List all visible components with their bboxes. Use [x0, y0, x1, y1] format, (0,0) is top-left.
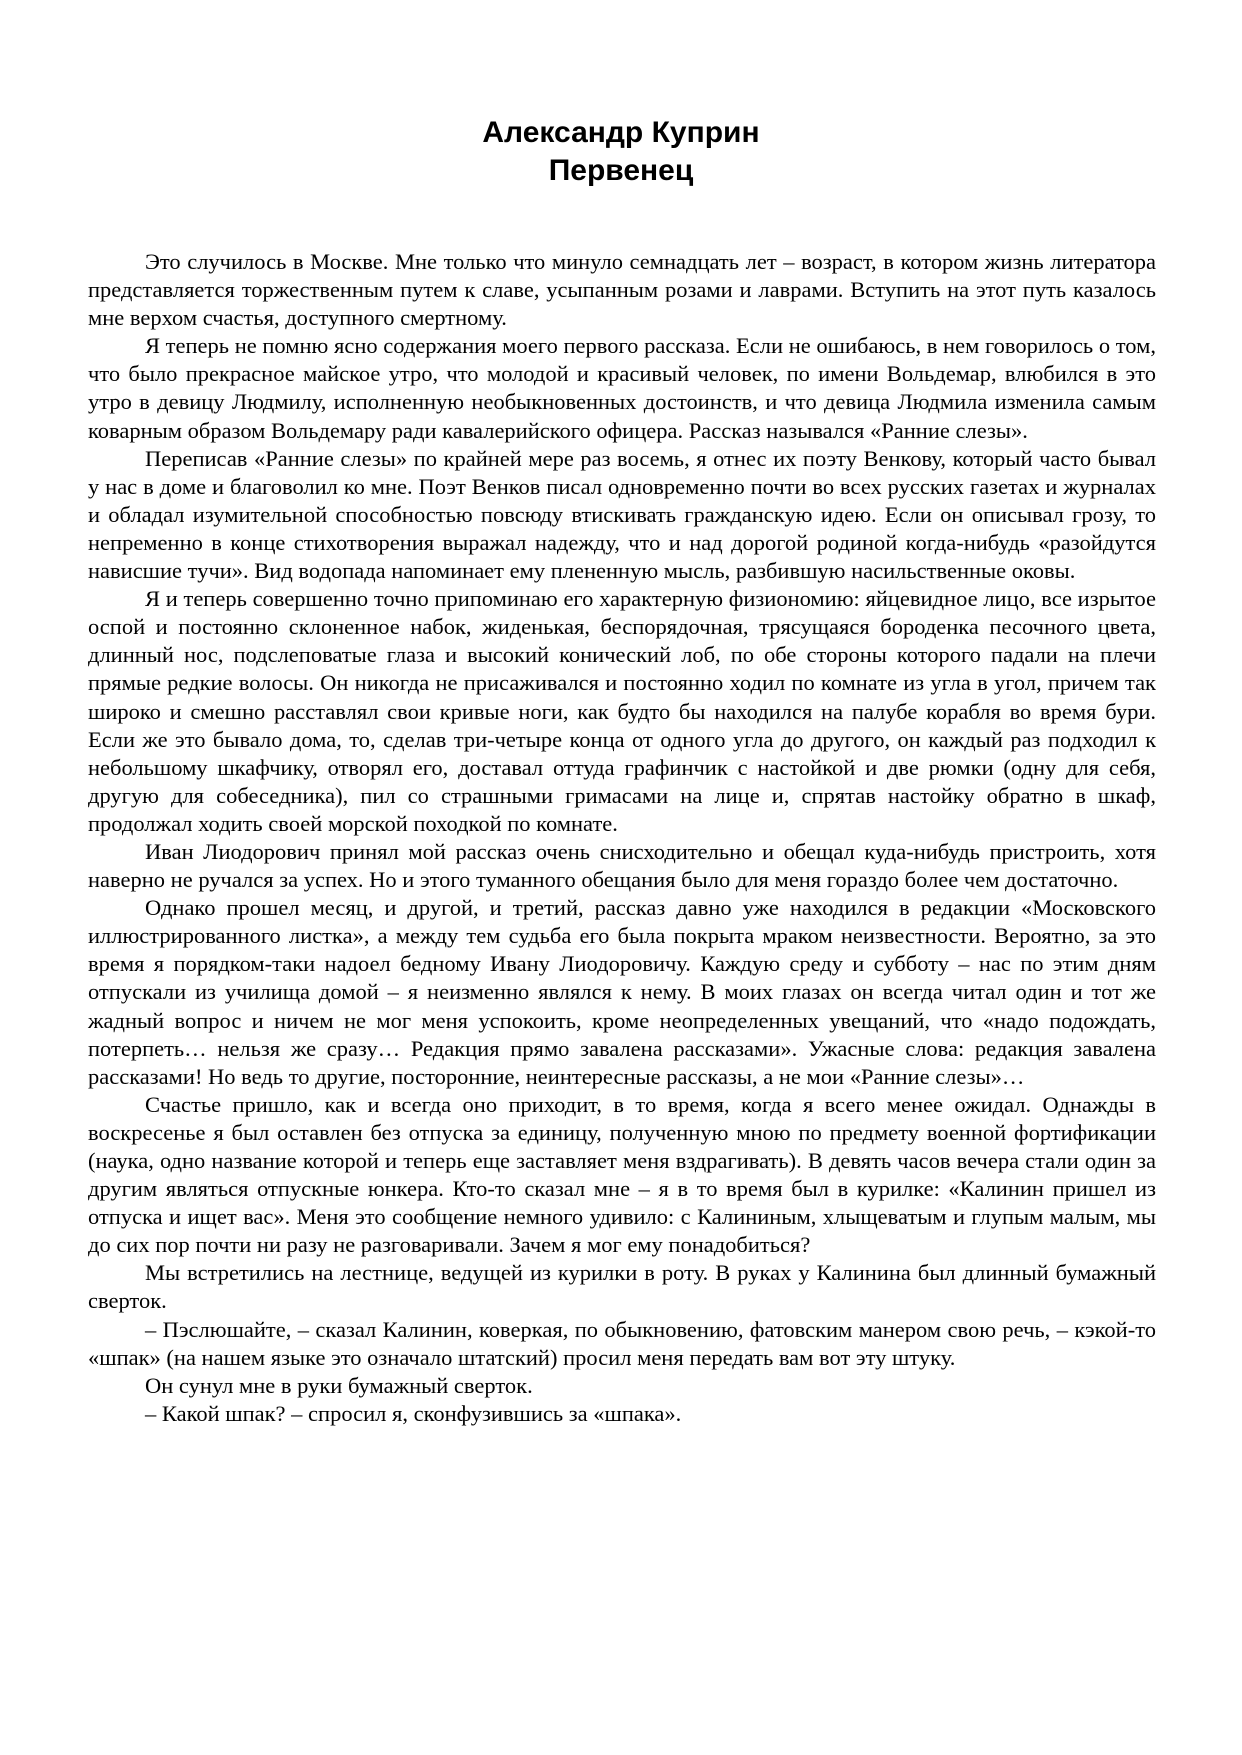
- paragraph: Однако прошел месяц, и другой, и третий, рассказ давно уже находился в редакции «Московского иллюстрированного листка», а между тем судьба его была покрыта мраком неизвестности. Вероятно, за это время я порядком-таки надоел бедному Ивану Лиодоровичу. Каждую среду и субботу – нас по этим дням отпускали из училища домой – я неизменно являлся к нему. В моих глазах он всегда читал один и тот же жадный вопрос и ничем не мог меня успокоить, кроме неопределенных увещаний, что «надо подождать, потерпеть… нельзя же сразу… Редакция прямо завалена рассказами». Ужасные слова: редакция завалена рассказами! Но ведь то другие, посторонние, неинтересные рассказы, а не мои «Ранние слезы»…: [88, 895, 1156, 1089]
- story-body: [88, 248, 1156, 1428]
- paragraph: – Пэслюшайте, – сказал Калинин, коверкая, по обыкновению, фатовским манером свою речь, – кэкой-то «шпак» (на нашем языке это означало штатский) просил меня передать вам вот эту штуку.: [88, 1316, 1156, 1370]
- paragraph: Счастье пришло, как и всегда оно приходит, в то время, когда я всего менее ожидал. Однажды в воскресенье я был оставлен без отпуска за единицу, полученную мною по предмету военной фортификации (наука, одно название которой и теперь еще заставляет меня вздрагивать). В девять часов вечера стали один за другим являться отпускные юнкера. Кто-то сказал мне – я в то время был в курилке: «Калинин пришел из отпуска и ищет вас». Меня это сообщение немного удивило: с Калининым, хлыщеватым и глупым малым, мы до сих пор почти ни разу не разговаривали. Зачем я мог ему понадобиться?: [88, 1091, 1156, 1258]
- title-block: [0, 114, 1242, 190]
- paragraph: Я теперь не помню ясно содержания моего первого рассказа. Если не ошибаюсь, в нем говорилось о том, что было прекрасное майское утро, что молодой и красивый человек, по имени Вольдемар, влюбился в это утро в девицу Людмилу, исполненную необыкновенных достоинств, и что девица Людмила изменила самым коварным образом Вольдемару ради кавалерийского офицера. Рассказ назывался «Ранние слезы».: [88, 333, 1156, 443]
- paragraph: Я и теперь совершенно точно припоминаю его характерную физиономию: яйцевидное лицо, все изрытое оспой и постоянно склоненное набок, жиденькая, беспорядочная, трясущаяся бороденка песочного цвета, длинный нос, подслеповатые глаза и высокий конический лоб, по обе стороны которого падали на плечи прямые редкие волосы. Он никогда не присаживался и постоянно ходил по комнате из угла в угол, причем так широко и смешно расставлял свои кривые ноги, как будто бы находился на палубе корабля во время бури. Если же это бывало дома, то, сделав три-четыре конца от одного угла до другого, он каждый раз подходил к небольшому шкафчику, отворял его, доставал оттуда графинчик с настойкой и две рюмки (одну для себя, другую для собеседника), пил со страшными гримасами на лице и, спрятав настойку обратно в шкаф, продолжал ходить своей морской походкой по комнате.: [88, 586, 1156, 836]
- paragraph: Это случилось в Москве. Мне только что минуло семнадцать лет – возраст, в котором жизнь литератора представляется торжественным путем к славе, усыпанным розами и лаврами. Вступить на этот путь казалось мне верхом счастья, доступного смертному.: [88, 249, 1156, 331]
- paragraph: – Какой шпак? – спросил я, сконфузившись за «шпака».: [145, 1400, 682, 1426]
- paragraph: Он сунул мне в руки бумажный сверток.: [145, 1372, 533, 1398]
- story-title: Первенец: [548, 154, 694, 187]
- paragraph: Иван Лиодорович принял мой рассказ очень снисходительно и обещал куда-нибудь пристроить, хотя наверно не ручался за успех. Но и этого туманного обещания было для меня гораздо более чем достаточно.: [88, 838, 1156, 893]
- author-name: Александр Куприн: [482, 116, 760, 149]
- paragraph: Мы встретились на лестнице, ведущей из курилки в роту. В руках у Калинина был длинный бумажный сверток.: [88, 1260, 1156, 1314]
- paragraph: Переписав «Ранние слезы» по крайней мере раз восемь, я отнес их поэту Венкову, который часто бывал у нас в доме и благоволил ко мне. Поэт Венков писал одновременно почти во всех русских газетах и журналах и обладал изумительной способностью повсюду втискивать гражданскую идею. Если он описывал грозу, то непременно в конце стихотворения выражал надежду, что и над дорогой родиной когда-нибудь «разойдутся нависшие тучи». Вид водопада напоминает ему плененную мысль, разбившую насильственные оковы.: [88, 445, 1156, 584]
